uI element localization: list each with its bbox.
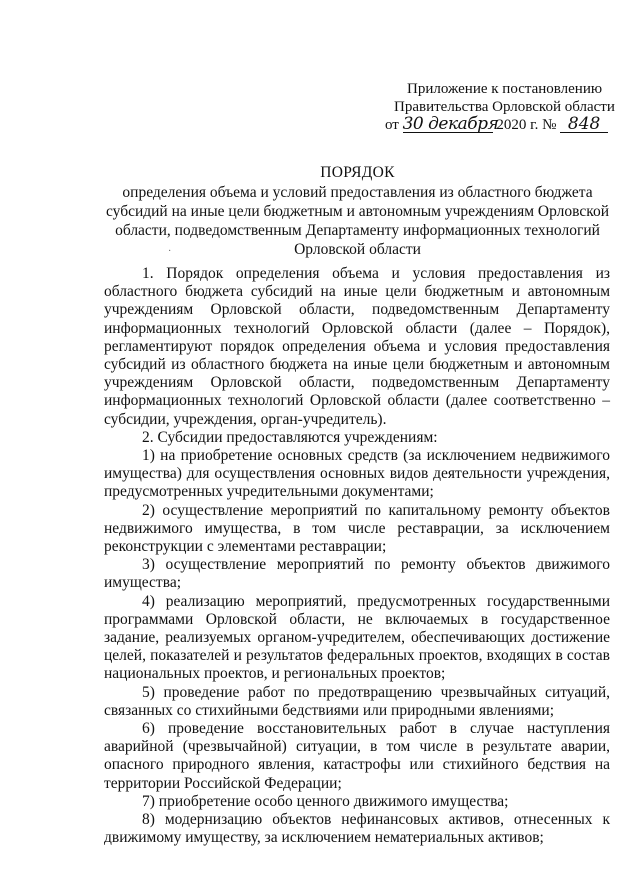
paragraph: 2. Субсидии предоставляются учреждениям: <box>142 428 438 446</box>
paragraph: 8) модернизацию объектов нефинансовых активов, отнесенных к движимому имуществу, за исключением нематериальных активов; <box>104 811 610 847</box>
title-subtitle: определения объема и условий предоставления из областного бюджета субсидий на иные цели бюджетным и автономным учреждениям Орловской области, подведомственным Департаменту информационных технологий Орловской области <box>105 184 610 258</box>
paragraph: 3) осуществление мероприятий по ремонту объектов движимого имущества; <box>104 556 610 592</box>
header-line-1: Приложение к постановлению <box>407 81 603 97</box>
paragraph: 2) осуществление мероприятий по капитальному ремонту объектов недвижимого имущества, в том числе реставрации, за исключением реконструкции с элементами реставрации; <box>104 501 610 556</box>
paragraph: 5) проведение работ по предотвращению чрезвычайных ситуаций, связанных со стихийными бедствиями или природными явлениями; <box>104 683 610 719</box>
document-title <box>100 163 615 259</box>
document-body <box>104 265 610 848</box>
header-line-2: Правительства Орловской области <box>394 99 615 115</box>
title-heading: ПОРЯДОК <box>320 164 395 181</box>
header-year: 2020 г. № <box>496 117 557 133</box>
header-line-3 <box>385 116 620 134</box>
header-from: от <box>385 117 399 133</box>
paragraph: 7) приобретение особо ценного движимого имущества; <box>142 792 509 810</box>
paragraph: 1) на приобретение основных средств (за исключением недвижимого имущества) для осуществления основных видов деятельности учреждения, предусмотренных учредительными документами; <box>104 447 610 501</box>
approval-header <box>385 80 620 134</box>
handwritten-number: 848 <box>560 116 608 133</box>
handwritten-date: 30 декабря <box>402 114 499 134</box>
scan-mark: · <box>168 246 172 257</box>
paragraph: 4) реализацию мероприятий, предусмотренных государственными программами Орловской области, не включаемых в государственное задание, реализуемых органом-учредителем, обеспечивающих достижение целей, показателей и результатов федеральных проектов, входящих в состав национальных проектов, и региональных проектов; <box>104 592 610 683</box>
paragraph: 1. Порядок определения объема и условия предоставления из областного бюджета субсидий на иные цели бюджетным и автономным учреждениям Орловской области, подведомственным Департаменту информационных технологий Орловской области (далее – Порядок), регламентируют порядок определения объема и условия предоставления субсидий из областного бюджета на иные цели бюджетным и автономным учреждениям Орловской области, подведомственным Департаменту информационных технологий Орловской области (далее соответственно – субсидии, учреждения, орган-учредитель). <box>104 265 610 428</box>
paragraph: 6) проведение восстановительных работ в случае наступления аварийной (чрезвычайной) ситуации, в том числе в результате аварии, опасного природного явления, катастрофы или стихийного бедствия на территории Российской Федерации; <box>104 720 610 792</box>
